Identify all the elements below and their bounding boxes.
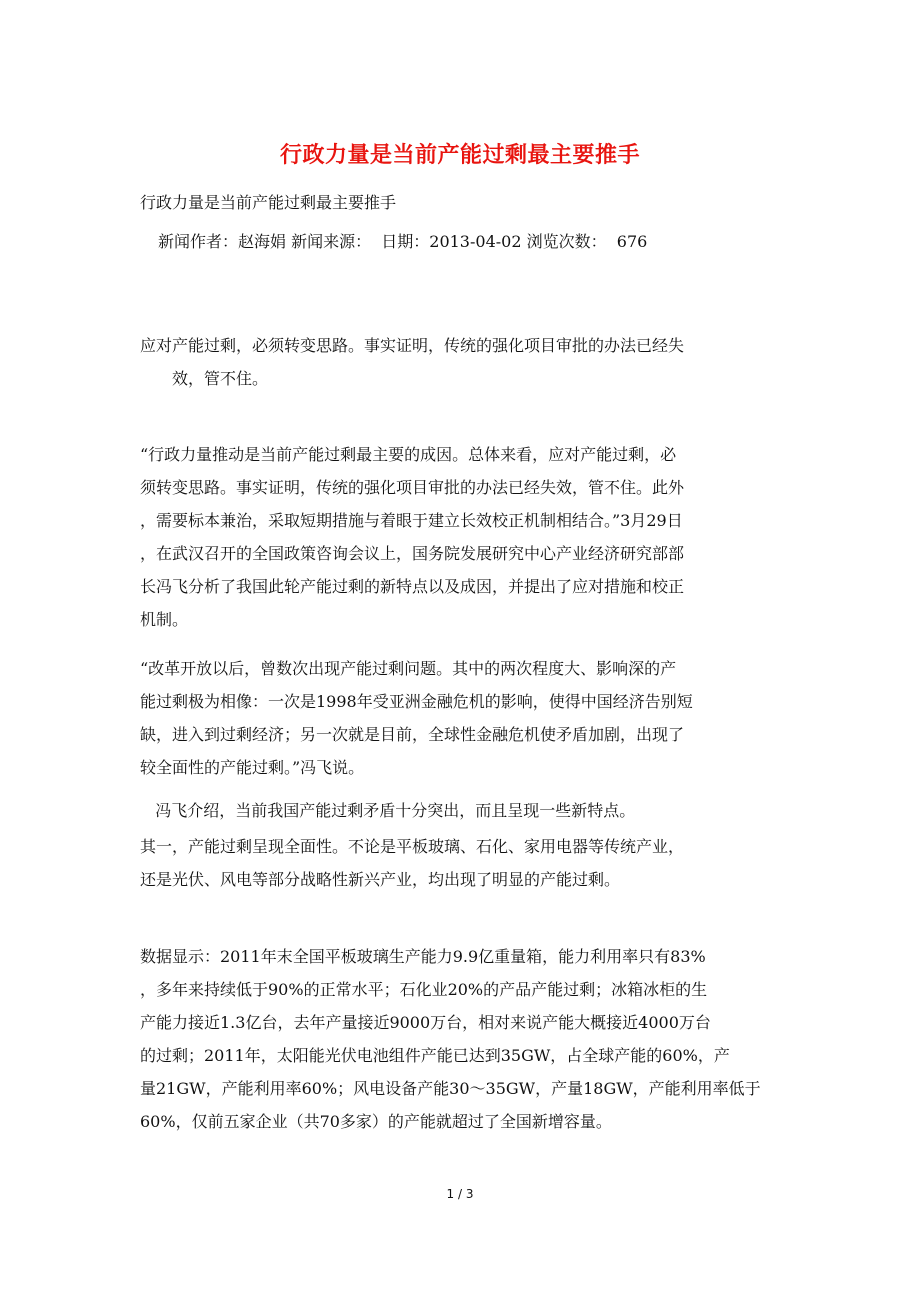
text-line: 其一，产能过剩呈现全面性。不论是平板玻璃、石化、家用电器等传统产业，	[140, 837, 685, 856]
text-line: ，需要标本兼治，采取短期措施与着眼于建立长效校正机制相结合。”3月29日	[140, 511, 683, 530]
article-subtitle: 行政力量是当前产能过剩最主要推手	[140, 193, 397, 212]
text-line: 机制。	[140, 610, 189, 629]
text-line: 效，管不住。	[172, 369, 269, 388]
text-line: 60%，仅前五家企业（共70多家）的产能就超过了全国新增容量。	[140, 1112, 612, 1131]
text-line: “行政力量推动是当前产能过剩最主要的成因。总体来看，应对产能过剩，必	[140, 445, 677, 464]
page-number: 1 / 3	[446, 1187, 474, 1201]
article-title: 行政力量是当前产能过剩最主要推手	[279, 142, 640, 168]
text-line: 量21GW，产能利用率60%；风电设备产能30～35GW，产量18GW，产能利用率低于	[140, 1079, 761, 1098]
text-line: 较全面性的产能过剩。”冯飞说。	[140, 758, 365, 777]
text-line: 能过剩极为相像：一次是1998年受亚洲金融危机的影响，使得中国经济告别短	[140, 692, 693, 711]
paragraph-3	[140, 652, 780, 784]
text-line: 长冯飞分析了我国此轮产能过剩的新特点以及成因，并提出了应对措施和校正	[140, 577, 685, 596]
text-line: 还是光伏、风电等部分战略性新兴产业，均出现了明显的产能过剩。	[140, 870, 621, 889]
text-line: 的过剩；2011年，太阳能光伏电池组件产能已达到35GW，占全球产能的60%，产	[140, 1046, 730, 1065]
text-line: ，在武汉召开的全国政策咨询会议上，国务院发展研究中心产业经济研究部部	[140, 544, 685, 563]
paragraph-1	[140, 329, 780, 395]
text-line: 数据显示：2011年末全国平板玻璃生产能力9.9亿重量箱，能力利用率只有83%	[140, 947, 706, 966]
paragraph-5	[140, 830, 780, 896]
text-line: 缺，进入到过剩经济；另一次就是目前，全球性金融危机使矛盾加剧，出现了	[140, 725, 685, 744]
text-line: 须转变思路。事实证明，传统的强化项目审批的办法已经失效，管不住。此外	[140, 478, 685, 497]
text-line: 产能力接近1.3亿台，去年产量接近9000万台，相对来说产能大概接近4000万台	[140, 1013, 711, 1032]
article-meta: 新闻作者：赵海娟 新闻来源： 日期：2013-04-02 浏览次数： 676	[158, 232, 648, 251]
paragraph-6	[140, 940, 780, 1138]
text-line: “改革开放以后，曾数次出现产能过剩问题。其中的两次程度大、影响深的产	[140, 659, 677, 678]
paragraph-4	[140, 794, 780, 827]
paragraph-2	[140, 438, 780, 636]
text-line: 冯飞介绍，当前我国产能过剩矛盾十分突出，而且呈现一些新特点。	[140, 801, 636, 820]
text-line: 应对产能过剩，必须转变思路。事实证明，传统的强化项目审批的办法已经失	[140, 336, 685, 355]
text-line: ，多年来持续低于90%的正常水平；石化业20%的产品产能过剩；冰箱冰柜的生	[140, 980, 708, 999]
